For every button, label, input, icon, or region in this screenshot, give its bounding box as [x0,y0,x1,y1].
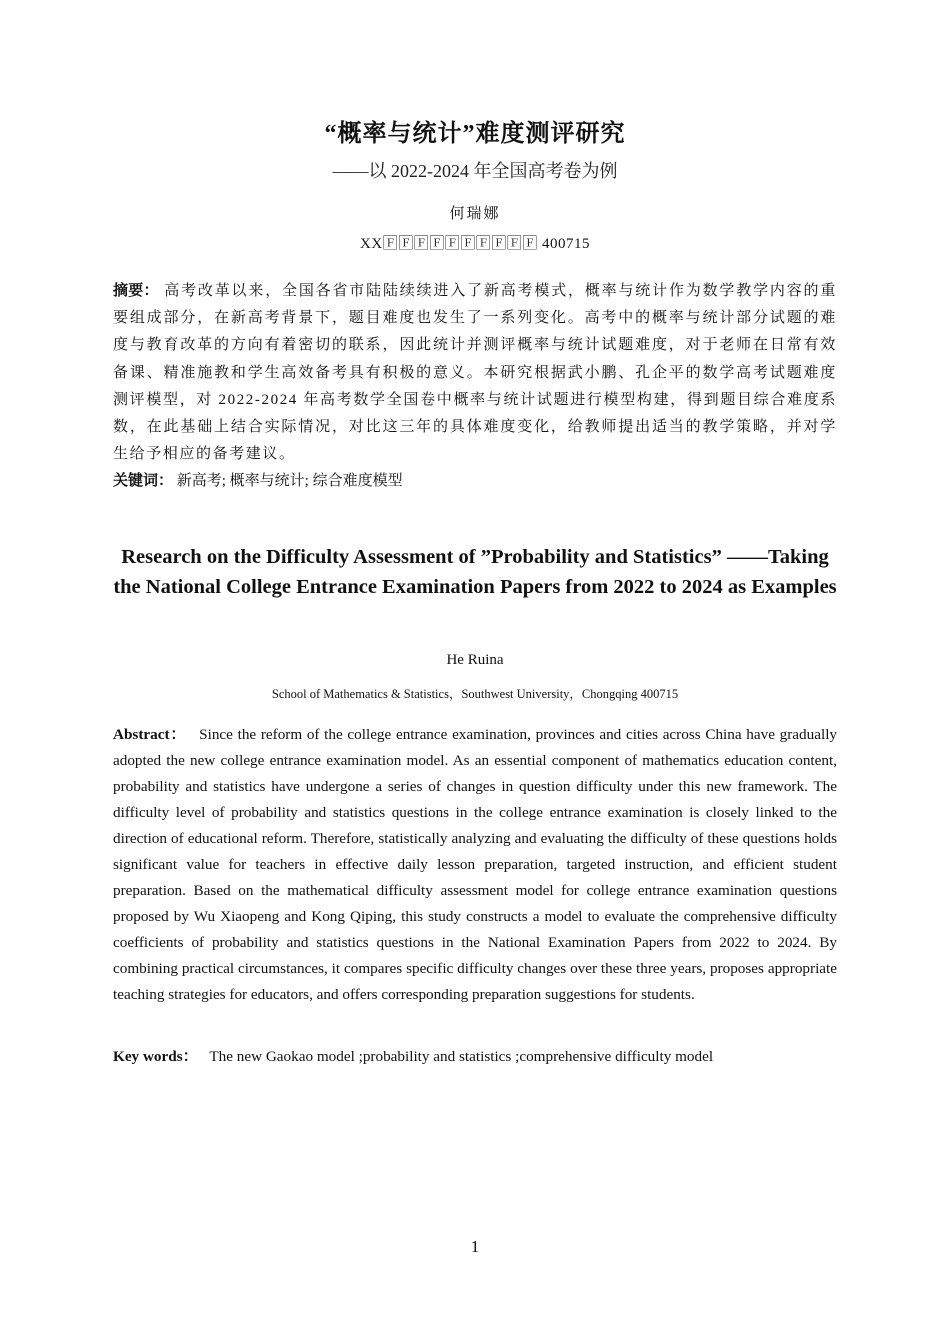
english-abstract-label: Abstract： [113,726,187,743]
chinese-keywords-text: 新高考; 概率与统计; 综合难度模型 [176,473,403,489]
chinese-subtitle: ——以 2022-2024 年全国高考卷为例 [332,161,618,181]
english-affiliation: School of Mathematics & Statistics，Southwest University，Chongqing 400715 [271,687,679,701]
english-author: He Ruina [446,652,504,668]
english-abstract [113,722,837,1008]
english-keywords [113,1045,837,1069]
chinese-author: 何瑞娜 [449,206,501,222]
chinese-affiliation: XX🄵🄵🄵🄵🄵🄵🄵🄵🄵🄵 400715 [360,236,590,252]
english-title: Research on the Difficulty Assessment of ”Probability and Statistics” ——Taking the National College Entrance Examination Papers from 2022 to 2024 as Examples [113,546,837,598]
english-keywords-text: The new Gaokao model ;probability and statistics ;comprehensive difficulty model [209,1048,714,1065]
chinese-abstract-label: 摘要： [113,283,159,299]
english-keywords-label: Key words： [113,1048,198,1065]
chinese-title: “概率与统计”难度测评研究 [324,121,626,147]
chinese-abstract-text: 高考改革以来，全国各省市陆陆续续进入了新高考模式，概率与统计作为数学教学内容的重要组成部分，在新高考背景下，题目难度也发生了一系列变化。高考中的概率与统计部分试题的难度与教育改革的方向有着密切的联系，因此统计并测评概率与统计试题难度，对于老师在日常有效备课、精准施教和学生高效备考具有积极的意义。本研究根据武小鹏、孔企平的数学高考试题难度测评模型，对 2022-2024 年高考数学全国卷中概率与统计试题进行模型构建，得到题目综合难度系数，在此基础上结合实际情况，对比这三年的具体难度变化，给教师提出适当的教学策略，并对学生给予相应的备考建议。 [113,283,837,463]
chinese-keywords [113,469,837,493]
chinese-abstract [113,278,837,468]
chinese-keywords-label: 关键词： [113,473,174,489]
english-abstract-text: Since the reform of the college entrance examination, provinces and cities across China have gradually adopted the new college entrance examination model. As an essential component of mathematics education content, probability and statistics have undergone a series of changes in question difficulty under this new framework. The difficulty level of probability and statistics questions in the college entrance examination is closely linked to the direction of educational reform. Therefore, statistically analyzing and evaluating the difficulty of these questions holds significant value for teachers in effective daily lesson preparation, targeted instruction, and efficient student preparation. Based on the mathematical difficulty assessment model for college entrance examination questions proposed by Wu Xiaopeng and Kong Qiping, this study constructs a model to evaluate the comprehensive difficulty coefficients of probability and statistics questions in the National Examination Papers from 2022 to 2024. By combining practical circumstances, it compares specific difficulty changes over these three years, proposes appropriate teaching strategies for educators, and offers corresponding preparation suggestions for students. [113,726,838,1003]
page-number: 1 [470,1237,480,1256]
